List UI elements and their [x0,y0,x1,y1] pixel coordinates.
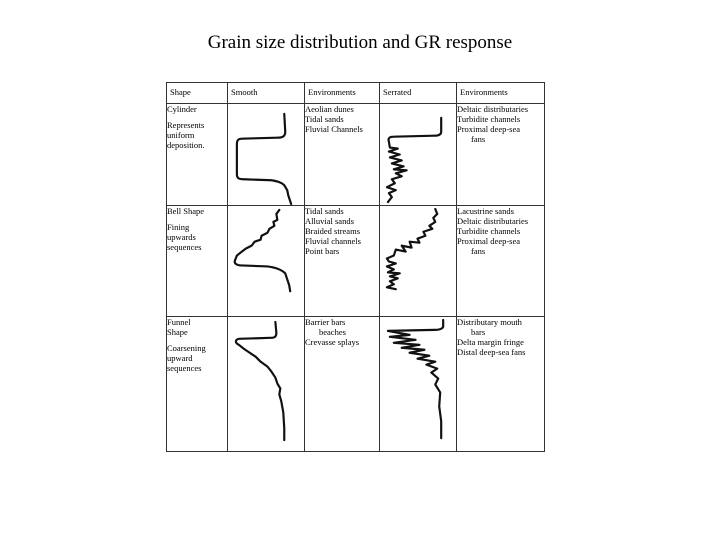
environment-item: Fluvial channels [305,236,361,246]
environment-item: Crevasse splays [305,337,360,347]
environment-item: Tidal sands [305,114,344,124]
cylinder-serrated-gr-curve [380,104,456,205]
serrated-curve-cell [380,104,457,206]
environment-item: Deltaic distributaries [457,104,529,114]
environment-item: Aeolian dunes [305,104,354,114]
environment-item: Proximal deep-sea [457,236,521,246]
funnel-serrated-gr-curve [380,317,456,451]
environment-item: Delta margin fringe [457,337,524,347]
environment-item: Turbidite channels [457,226,521,236]
serrated-environments-cell [457,206,545,317]
slide-title: Grain size distribution and GR response [207,32,513,53]
shape-note-line: uniform [167,130,195,140]
environment-item: Proximal deep-sea [457,124,521,134]
bell-smooth-gr-curve [228,206,304,316]
smooth-environments-cell [305,206,380,317]
environment-item: Fluvial Channels [305,124,363,134]
smooth-environments-cell [305,317,380,452]
serrated-curve-cell [380,206,457,317]
environment-item: Distal deep-sea fans [457,347,526,357]
environment-item: Alluvial sands [305,216,354,226]
environment-item: Tidal sands [305,206,344,216]
shape-name: Cylinder [167,104,197,114]
header-row [167,83,545,104]
environment-item: fans [471,246,486,256]
header-shape: Shape [167,83,228,104]
shape-note-line: Represents [167,120,205,130]
serrated-curve-cell [380,317,457,452]
environment-item: fans [471,134,486,144]
environment-item: bars [471,327,486,337]
serrated-environments-cell [457,104,545,206]
smooth-environments-cell [305,104,380,206]
table-row-cylinder [167,104,545,206]
header-environments-smooth: Environments [305,83,380,104]
header-environments-serrated: Environments [457,83,545,104]
environment-item: Point bars [305,246,340,256]
environment-item: beaches [319,327,346,337]
environment-item: Deltaic distributaries [457,216,529,226]
shape-name: Bell Shape [167,206,205,216]
smooth-curve-cell [228,317,305,452]
environment-item: Barrier bars [305,317,346,327]
funnel-smooth-gr-curve [228,317,304,451]
cylinder-smooth-gr-curve [228,104,304,205]
bell-serrated-gr-curve [380,206,456,316]
environment-item: Turbidite channels [457,114,521,124]
shape-note-line: deposition. [167,140,205,150]
header-smooth: Smooth [228,83,305,104]
shape-note-line: Coarsening [167,343,206,353]
smooth-curve-cell [228,206,305,317]
table-row-bell-shape [167,206,545,317]
shape-name: Shape [167,327,188,337]
shape-note-line: Fining [167,222,190,232]
shape-name: Funnel [167,317,191,327]
gr-response-table [166,82,545,452]
shape-cell [167,317,228,452]
table-row-funnel-shape [167,317,545,452]
smooth-curve-cell [228,104,305,206]
environment-item: Braided streams [305,226,360,236]
environment-item: Distributary mouth [457,317,522,327]
environment-item: Lacustrine sands [457,206,514,216]
serrated-environments-cell [457,317,545,452]
shape-note-line: upwards [167,232,196,242]
shape-note-line: upward [167,353,193,363]
shape-note-line: sequences [167,363,202,373]
shape-cell [167,104,228,206]
header-serrated: Serrated [380,83,457,104]
shape-cell [167,206,228,317]
shape-note-line: sequences [167,242,202,252]
